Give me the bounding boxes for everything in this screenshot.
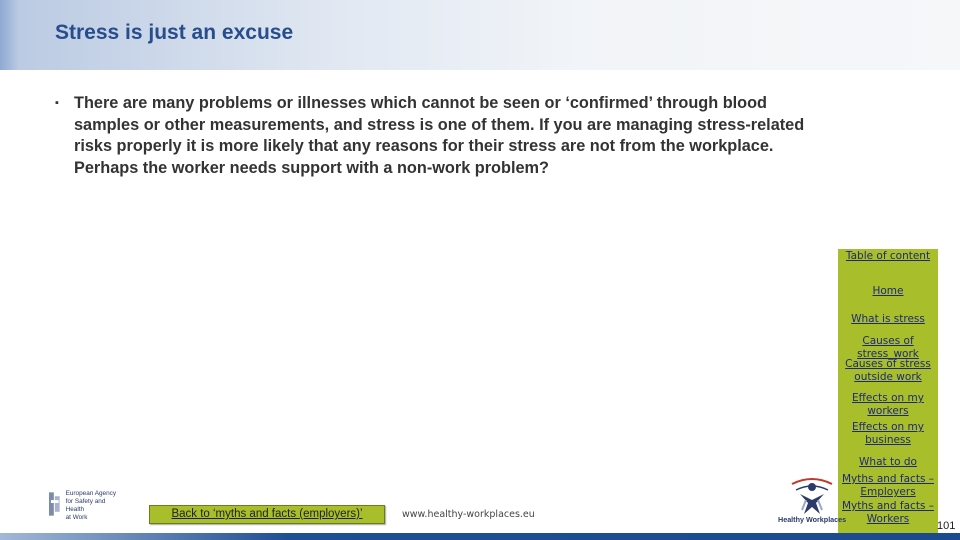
sidebar-item-what-to-do[interactable]: What to do: [859, 456, 917, 468]
healthy-workplaces-figure-icon: [778, 470, 846, 516]
sidebar-item-home[interactable]: Home: [872, 285, 904, 297]
footer-bar: [0, 533, 960, 540]
bullet-text: There are many problems or illnesses which cannot be seen or ‘confirmed’ through blood samples or other measurements, and stress is one of them. If you are managing stress-related risks properly it is more likely that any reasons for their stress are not from the workplace. Perhaps the worker needs support with a non-work problem?: [74, 94, 805, 178]
agency-logo: [48, 490, 120, 522]
slide-title: Stress is just an excuse: [55, 21, 294, 44]
sidebar-item-what-is-stress[interactable]: What is stress: [851, 313, 925, 325]
agency-emblem-icon: [48, 490, 62, 518]
back-to-myths-button[interactable]: Back to ‘myths and facts (employers)’: [149, 505, 385, 524]
sidebar-item-causes-outside-work[interactable]: Causes of stress outside work: [845, 358, 931, 383]
bullet-marker: ▪: [55, 97, 59, 109]
sidebar-item-myths-workers[interactable]: Myths and facts – Workers: [841, 500, 935, 525]
sidebar-item-causes-work[interactable]: Causes of stress_work: [857, 335, 919, 360]
sidebar-item-table-of-content[interactable]: Table of content: [845, 250, 931, 262]
healthy-workplaces-logo: [778, 470, 846, 526]
healthy-workplaces-label: Healthy Workplaces: [778, 515, 847, 524]
page-number: 101: [937, 520, 956, 532]
sidebar-item-effects-business[interactable]: Effects on my business: [852, 421, 924, 446]
sidebar-item-myths-employers[interactable]: Myths and facts – Employers: [841, 473, 935, 498]
bullet-paragraph: [55, 93, 825, 180]
agency-name: European Agency for Safety and Health at Work: [65, 490, 117, 521]
site-url: www.healthy-workplaces.eu: [402, 509, 535, 520]
sidebar-nav: [838, 249, 938, 540]
sidebar-item-effects-workers[interactable]: Effects on my workers: [852, 392, 924, 417]
